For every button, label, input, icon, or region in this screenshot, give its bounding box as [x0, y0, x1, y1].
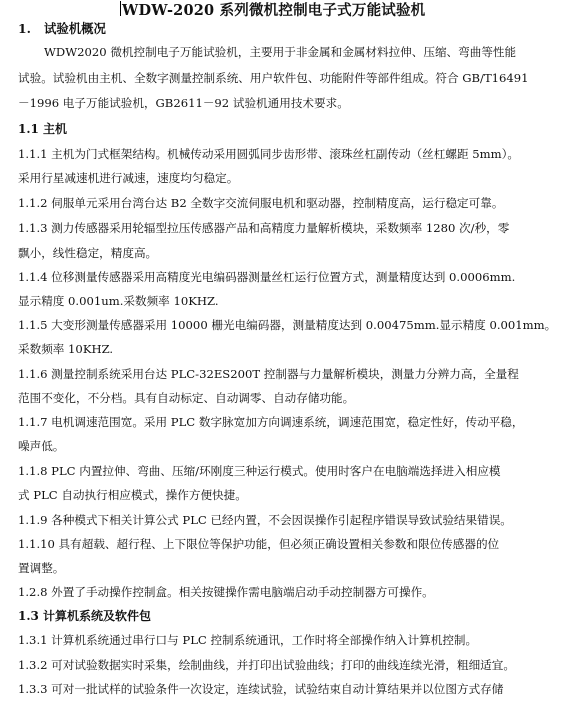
paragraph-line: 1.1.9 各种模式下相关计算公式 PLC 已经内置，不会因误操作引起程序错误导致试验结果错误。 [18, 513, 512, 527]
subsection-heading-1-1: 1.1 主机 [18, 122, 68, 136]
paragraph-line: 1.2.8 外置了手动操作控制盒。相关按键操作需电脑端启动手动控制器方可操作。 [18, 585, 434, 599]
text-cursor [120, 1, 121, 16]
section-1-heading [18, 21, 106, 37]
section-number: 1. [18, 21, 31, 36]
paragraph-line: 1.1.4 位移测量传感器采用高精度光电编码器测量丝杠运行位置方式，测量精度达到 0.0006mm. [18, 270, 516, 284]
paragraph-line: 1.1.1 主机为门式框架结构。机械传动采用圆弧同步齿形带、滚珠丝杠副传动（丝杠螺距 5mm）。 [18, 147, 519, 161]
paragraph-line: 1.1.6 测量控制系统采用台达 PLC-32ES200T 控制器与力量解析模块，测量力分辨力高，全量程 [18, 367, 519, 381]
paragraph-line: 1.1.5 大变形测量传感器采用 10000 栅光电编码器，测量精度达到 0.00475mm.显示精度 0.001mm。 [18, 318, 557, 332]
paragraph-line: 飘小，线性稳定，精度高。 [18, 246, 158, 260]
paragraph-line: 采用行星减速机进行减速，速度均匀稳定。 [18, 171, 239, 185]
paragraph-line: 范围不变化，不分档。具有自动标定、自动调零、自动存储功能。 [18, 391, 355, 405]
paragraph-line: 显示精度 0.001um.采数频率 10KHZ. [18, 294, 219, 308]
title-bar [0, 0, 582, 18]
intro-line: WDW2020 微机控制电子万能试验机，主要用于非金属和金属材料拉伸、压缩、弯曲等性能 [44, 45, 517, 59]
intro-line: 试验。试验机由主机、全数字测量控制系统、用户软件包、功能附件等部件组成。符合 GB/T16491 [18, 71, 529, 85]
intro-line: －1996 电子万能试验机，GB2611－92 试验机通用技术要求。 [18, 96, 349, 110]
paragraph-line: 1.1.2 伺服单元采用台湾台达 B2 全数字交流伺服电机和驱动器，控制精度高，运行稳定可靠。 [18, 196, 504, 210]
paragraph-line: 噪声低。 [18, 439, 65, 453]
paragraph-line: 式 PLC 自动执行相应模式，操作方便快捷。 [18, 488, 247, 502]
paragraph-line: 1.1.7 电机调速范围宽。采用 PLC 数字脉宽加方向调速系统，调速范围宽，稳定性好，传动平稳， [18, 415, 524, 429]
paragraph-line: 1.1.3 测力传感器采用轮辐型拉压传感器产品和高精度力量解析模块，采数频率 1280 次/秒，零 [18, 221, 510, 235]
document-title: WDW-2020 系列微机控制电子式万能试验机 [122, 2, 426, 19]
paragraph-line: 1.3.1 计算机系统通过串行口与 PLC 控制系统通讯，工作时将全部操作纳入计算机控制。 [18, 633, 478, 647]
paragraph-line: 采数频率 10KHZ. [18, 342, 114, 356]
subsection-heading-1-3: 1.3 计算机系统及软件包 [18, 609, 152, 623]
paragraph-line: 1.3.3 可对一批试样的试验条件一次设定，连续试验，试验结束自动计算结果并以位图方式存储 [18, 682, 504, 696]
paragraph-line: 1.3.2 可对试验数据实时采集，绘制曲线，并打印出试验曲线；打印的曲线连续光滑，粗细适宜。 [18, 658, 515, 672]
paragraph-line: 1.1.10 具有超载、超行程、上下限位等保护功能，但必须正确设置相关参数和限位传感器的位 [18, 537, 500, 551]
section-title: 试验机概况 [44, 21, 106, 36]
paragraph-line: 1.1.8 PLC 内置拉伸、弯曲、压缩/环刚度三种运行模式。使用时客户在电脑端选择进入相应模 [18, 464, 501, 478]
paragraph-line: 置调整。 [18, 561, 65, 575]
